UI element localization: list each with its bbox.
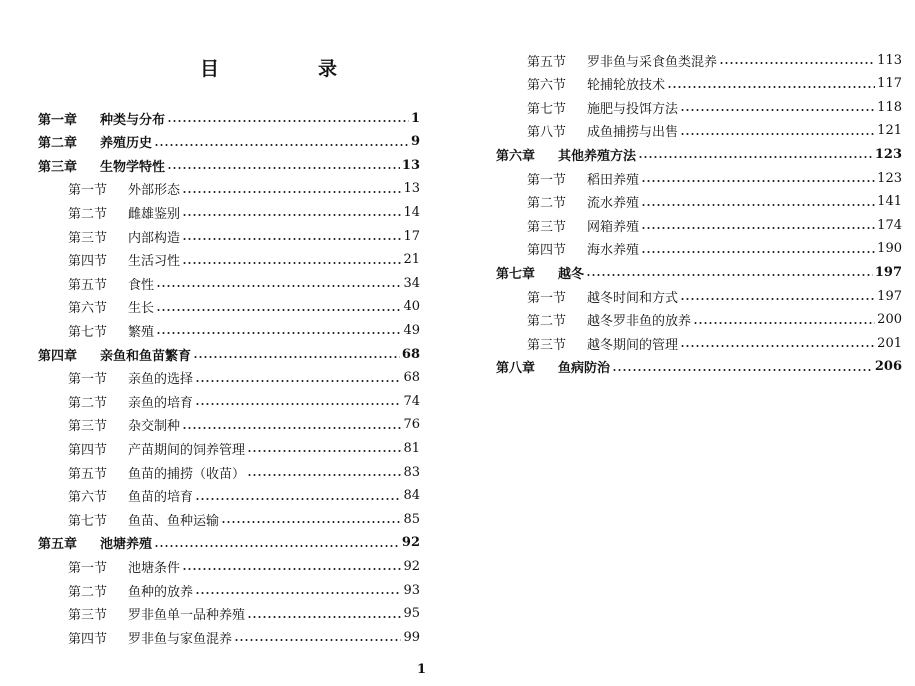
toc-entry-title: 鱼苗的培育	[128, 490, 194, 506]
toc-entry-label: 第四节	[527, 243, 567, 259]
toc-entry-label: 第六节	[68, 490, 108, 506]
toc-entry-page: 81	[403, 440, 420, 456]
toc-leader-dots	[719, 62, 875, 64]
toc-entry-label: 第五节	[68, 277, 108, 293]
toc-leader-dots	[182, 191, 401, 193]
toc-leader-dots	[167, 120, 409, 122]
toc-entry-label: 第三节	[68, 230, 108, 246]
toc-entry-title: 成鱼捕捞与出售	[587, 125, 679, 141]
toc-entry-page: 200	[877, 312, 902, 328]
toc-leader-dots	[247, 450, 401, 452]
toc-entry-label: 第八节	[527, 125, 567, 141]
toc-leader-dots	[182, 214, 401, 216]
toc-section-entry	[527, 333, 902, 353]
toc-leader-dots	[195, 380, 401, 382]
toc-entry-title: 罗非鱼单一品种养殖	[128, 608, 246, 624]
toc-section-entry	[68, 273, 420, 293]
toc-entry-page: 49	[403, 322, 420, 338]
toc-leader-dots	[156, 332, 401, 334]
toc-entry-page: 17	[403, 228, 420, 244]
toc-entry-page: 117	[877, 76, 902, 92]
toc-section-entry	[68, 509, 420, 529]
toc-entry-page: 21	[403, 252, 420, 268]
toc-entry-title: 越冬时间和方式	[587, 290, 679, 306]
toc-entry-label: 第七节	[68, 513, 108, 529]
toc-entry-label: 第二节	[68, 584, 108, 600]
toc-entry-label: 第三章	[38, 159, 78, 175]
toc-leader-dots	[182, 568, 401, 570]
toc-section-entry	[527, 50, 902, 70]
toc-section-entry	[527, 74, 902, 94]
toc-entry-label: 第一章	[38, 112, 78, 128]
toc-entry-page: 206	[874, 359, 902, 375]
toc-chapter-entry	[496, 262, 902, 282]
toc-entry-title: 鱼病防治	[558, 361, 611, 377]
toc-entry-title: 罗非鱼与家鱼混养	[128, 631, 233, 647]
toc-entry-label: 第四节	[68, 442, 108, 458]
toc-section-entry	[68, 320, 420, 340]
toc-chapter-entry	[38, 132, 420, 152]
toc-entry-page: 92	[403, 558, 420, 574]
toc-entry-label: 第六节	[68, 301, 108, 317]
toc-entry-title: 种类与分布	[100, 112, 166, 128]
toc-section-entry	[527, 121, 902, 141]
toc-entry-page: 113	[877, 52, 902, 68]
toc-leader-dots	[693, 322, 875, 324]
toc-leader-dots	[156, 285, 401, 287]
toc-leader-dots	[247, 616, 401, 618]
toc-section-entry	[68, 250, 420, 270]
toc-leader-dots	[221, 521, 401, 523]
toc-leader-dots	[195, 498, 401, 500]
toc-entry-label: 第一节	[68, 560, 108, 576]
toc-leader-dots	[195, 592, 401, 594]
toc-entry-page: 76	[403, 417, 420, 433]
toc-section-entry	[68, 179, 420, 199]
toc-leader-dots	[154, 545, 400, 547]
page-title: 目 录	[200, 58, 378, 80]
toc-leader-dots	[680, 345, 875, 347]
toc-entry-page: 40	[403, 299, 420, 315]
toc-leader-dots	[195, 403, 401, 405]
toc-entry-page: 141	[877, 194, 902, 210]
toc-section-entry	[68, 391, 420, 411]
toc-entry-title: 池塘养殖	[100, 537, 153, 553]
toc-leader-dots	[641, 251, 875, 253]
toc-entry-title: 越冬	[558, 266, 585, 282]
toc-entry-label: 第六章	[496, 148, 536, 164]
toc-entry-page: 121	[877, 123, 902, 139]
toc-entry-title: 养殖历史	[100, 136, 153, 152]
toc-leader-dots	[156, 309, 401, 311]
toc-entry-label: 第五节	[527, 54, 567, 70]
toc-entry-title: 杂交制种	[128, 419, 181, 435]
toc-section-entry	[68, 486, 420, 506]
toc-section-entry	[68, 202, 420, 222]
toc-entry-title: 鱼苗、鱼种运输	[128, 513, 220, 529]
toc-entry-label: 第二节	[527, 196, 567, 212]
toc-entry-page: 118	[877, 99, 902, 115]
toc-entry-title: 流水养殖	[587, 196, 640, 212]
toc-entry-page: 13	[403, 181, 420, 197]
toc-entry-page: 99	[403, 629, 420, 645]
toc-section-entry	[68, 556, 420, 576]
toc-entry-title: 海水养殖	[587, 243, 640, 259]
toc-entry-title: 亲鱼的选择	[128, 372, 194, 388]
toc-entry-page: 93	[403, 582, 420, 598]
toc-entry-page: 201	[877, 335, 902, 351]
toc-entry-title: 内部构造	[128, 230, 181, 246]
toc-leader-dots	[641, 204, 875, 206]
toc-entry-label: 第一节	[527, 172, 567, 188]
toc-entry-title: 鱼苗的捕捞（收苗）	[128, 466, 246, 482]
toc-entry-label: 第六节	[527, 78, 567, 94]
toc-section-entry	[527, 215, 902, 235]
toc-entry-title: 生长	[128, 301, 155, 317]
toc-section-entry	[68, 627, 420, 647]
toc-entry-title: 稻田养殖	[587, 172, 640, 188]
toc-chapter-entry	[496, 144, 902, 164]
toc-entry-page: 190	[877, 241, 902, 257]
toc-section-entry	[527, 239, 902, 259]
toc-entry-label: 第四节	[68, 254, 108, 270]
toc-entry-label: 第七节	[527, 101, 567, 117]
toc-entry-title: 越冬罗非鱼的放养	[587, 314, 692, 330]
toc-entry-title: 其他养殖方法	[558, 148, 637, 164]
toc-entry-label: 第一节	[527, 290, 567, 306]
toc-entry-label: 第七章	[496, 266, 536, 282]
toc-leader-dots	[154, 144, 409, 146]
toc-section-entry	[68, 415, 420, 435]
toc-entry-title: 雌雄鉴别	[128, 206, 181, 222]
toc-leader-dots	[182, 238, 401, 240]
toc-entry-title: 生活习性	[128, 254, 181, 270]
toc-leader-dots	[167, 167, 400, 169]
toc-section-entry	[68, 438, 420, 458]
toc-leader-dots	[612, 369, 873, 371]
toc-leader-dots	[247, 474, 401, 476]
toc-entry-label: 第三节	[527, 219, 567, 235]
toc-leader-dots	[680, 133, 875, 135]
toc-entry-page: 85	[403, 511, 420, 527]
toc-entry-label: 第二节	[68, 206, 108, 222]
toc-entry-page: 84	[403, 488, 420, 504]
toc-section-entry	[527, 97, 902, 117]
toc-entry-label: 第二章	[38, 136, 78, 152]
toc-entry-title: 亲鱼和鱼苗繁育	[100, 348, 192, 364]
toc-entry-title: 食性	[128, 277, 155, 293]
toc-leader-dots	[680, 109, 875, 111]
toc-section-entry	[527, 168, 902, 188]
toc-entry-label: 第一节	[68, 372, 108, 388]
toc-entry-label: 第八章	[496, 361, 536, 377]
toc-section-entry	[527, 192, 902, 212]
toc-leader-dots	[641, 180, 875, 182]
toc-entry-page: 13	[401, 157, 420, 173]
toc-entry-page: 123	[874, 146, 902, 162]
toc-entry-page: 174	[877, 217, 902, 233]
toc-entry-page: 1	[410, 110, 420, 126]
toc-entry-label: 第四章	[38, 348, 78, 364]
toc-section-entry	[68, 580, 420, 600]
toc-leader-dots	[638, 156, 873, 158]
toc-section-entry	[527, 310, 902, 330]
toc-entry-title: 施肥与投饵方法	[587, 101, 679, 117]
toc-entry-page: 123	[877, 170, 902, 186]
toc-entry-label: 第一节	[68, 183, 108, 199]
toc-entry-label: 第二节	[527, 314, 567, 330]
toc-entry-title: 轮捕轮放技术	[587, 78, 666, 94]
toc-entry-title: 外部形态	[128, 183, 181, 199]
toc-entry-page: 92	[401, 535, 420, 551]
toc-leader-dots	[641, 227, 875, 229]
toc-entry-label: 第五节	[68, 466, 108, 482]
toc-entry-label: 第三节	[527, 337, 567, 353]
toc-entry-page: 9	[410, 134, 420, 150]
toc-entry-title: 生物学特性	[100, 159, 166, 175]
toc-entry-page: 95	[403, 606, 420, 622]
toc-entry-label: 第三节	[68, 608, 108, 624]
toc-section-entry	[68, 604, 420, 624]
toc-entry-page: 14	[403, 204, 420, 220]
toc-entry-page: 197	[874, 264, 902, 280]
toc-entry-page: 74	[403, 393, 420, 409]
toc-leader-dots	[680, 298, 875, 300]
toc-entry-page: 197	[877, 288, 902, 304]
toc-leader-dots	[193, 356, 400, 358]
toc-entry-page: 68	[401, 346, 420, 362]
toc-chapter-entry	[38, 344, 420, 364]
toc-leader-dots	[667, 86, 875, 88]
toc-section-entry	[68, 297, 420, 317]
toc-leader-dots	[234, 639, 401, 641]
toc-entry-page: 68	[403, 370, 420, 386]
toc-entry-title: 鱼种的放养	[128, 584, 194, 600]
toc-section-entry	[68, 368, 420, 388]
toc-entry-title: 池塘条件	[128, 560, 181, 576]
toc-entry-label: 第五章	[38, 537, 78, 553]
toc-leader-dots	[586, 274, 873, 276]
toc-section-entry	[68, 226, 420, 246]
toc-entry-title: 网箱养殖	[587, 219, 640, 235]
toc-entry-title: 罗非鱼与采食鱼类混养	[587, 54, 718, 70]
toc-chapter-entry	[38, 155, 420, 175]
toc-entry-title: 亲鱼的培育	[128, 395, 194, 411]
page-number: 1	[417, 662, 427, 677]
toc-chapter-entry	[496, 357, 902, 377]
toc-entry-label: 第四节	[68, 631, 108, 647]
toc-chapter-entry	[38, 108, 420, 128]
toc-section-entry	[68, 462, 420, 482]
toc-entry-title: 产苗期间的饲养管理	[128, 442, 246, 458]
toc-chapter-entry	[38, 533, 420, 553]
toc-section-entry	[527, 286, 902, 306]
toc-entry-title: 越冬期间的管理	[587, 337, 679, 353]
toc-leader-dots	[182, 262, 401, 264]
toc-entry-page: 34	[403, 275, 420, 291]
toc-leader-dots	[182, 427, 401, 429]
toc-entry-title: 繁殖	[128, 324, 155, 340]
toc-entry-label: 第七节	[68, 324, 108, 340]
toc-entry-label: 第二节	[68, 395, 108, 411]
toc-entry-label: 第三节	[68, 419, 108, 435]
toc-entry-page: 83	[403, 464, 420, 480]
